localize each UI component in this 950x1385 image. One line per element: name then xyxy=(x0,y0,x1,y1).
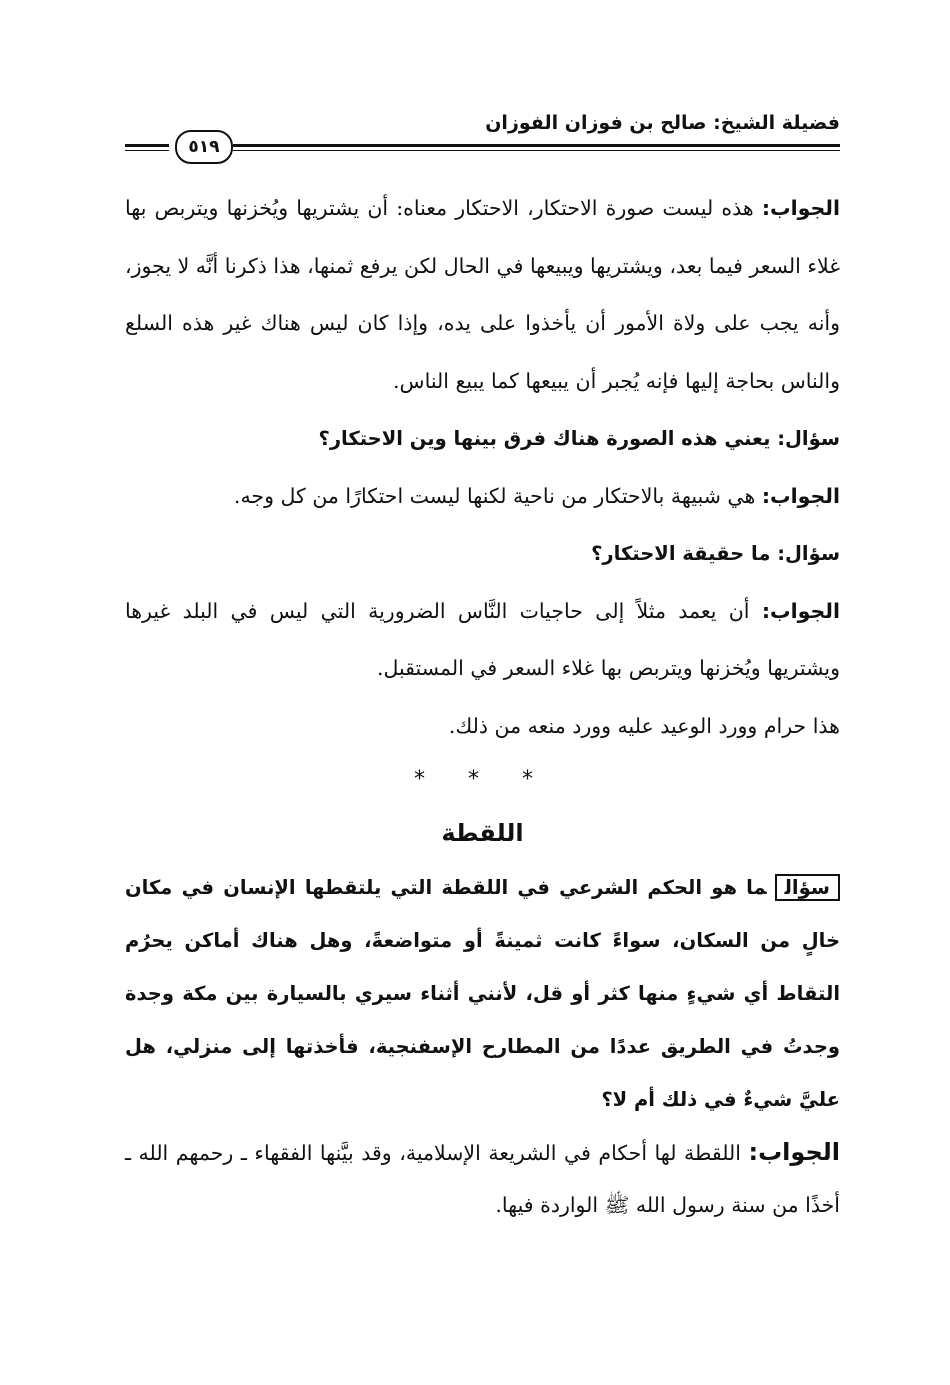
answer-text: هذه ليست صورة الاحتكار، الاحتكار معناه: أن يشتريها ويُخزنها ويتربص بها غلاء السعر فيما بعد، ويشتريها ويبيعها في الحال لكن يرفع ثمنها، هذا ذكرنا أنَّه لا يجوز، وأنه يجب على ولاة الأمور أن يأخذوا على يده، وإذا كان ليس هناك غير هذه السلع والناس بحاجة إليها فإنه يُجبر أن يبيعها كما يبيع الناس. xyxy=(125,196,840,393)
question-label-boxed: سؤال xyxy=(775,874,840,901)
answer-text: هي شبيهة بالاحتكار من ناحية لكنها ليست احتكارًا من كل وجه. xyxy=(233,483,762,508)
book-title: فضيلة الشيخ: صالح بن فوزان الفوزان xyxy=(485,112,840,134)
closing-line: هذا حرام وورد الوعيد عليه وورد منعه من ذلك. xyxy=(448,713,840,738)
answer-text: أن يعمد مثلاً إلى حاجيات النَّاس الضرورية التي ليس في البلد غيرها ويشتريها ويُخزنها ويتربص بها غلاء السعر في المستقبل. xyxy=(125,598,840,680)
page-number: ٥١٩ xyxy=(175,130,233,164)
question-text: ما حقيقة الاحتكار؟ xyxy=(591,542,778,565)
answer-paragraph-4 xyxy=(125,1126,840,1231)
answer-label: الجواب: xyxy=(761,196,840,220)
page-body xyxy=(125,180,840,1231)
header-rule-right xyxy=(233,144,840,151)
question-label: سؤال: xyxy=(777,427,840,450)
running-header xyxy=(125,108,840,160)
question-text: ما هو الحكم الشرعي في اللقطة التي يلتقطها الإنسان في مكان خالٍ من السكان، سواءً كانت ثمينةً أو متواضعةً، وهل هناك أماكن يحرُم التقاط أي شيءٍ منها كثر أو قل، لأنني أثناء سيري بالسيارة بين مكة وجدة وجدتُ في الطريق عددًا من المطارح الإسفنجية، فأخذتها إلى منزلي، هل عليَّ شيءٌ في ذلك أم لا؟ xyxy=(125,876,840,1111)
header-rule-left xyxy=(125,144,169,151)
question-paragraph-2 xyxy=(125,410,840,468)
question-paragraph-3 xyxy=(125,525,840,583)
question-paragraph-4 xyxy=(125,861,840,1126)
answer-label: الجواب: xyxy=(748,1138,840,1166)
answer-paragraph-1 xyxy=(125,180,840,410)
answer-label: الجواب: xyxy=(761,483,840,508)
answer-paragraph-3 xyxy=(125,583,840,698)
answer-paragraph-2 xyxy=(125,468,840,526)
question-text: يعني هذه الصورة هناك فرق بينها وين الاحتكار؟ xyxy=(318,427,778,450)
answer-text: اللقطة لها أحكام في الشريعة الإسلامية، وقد بيَّنها الفقهاء ـ رحمهم الله ـ أخذًا من سنة رسول الله ﷺ الواردة فيها. xyxy=(125,1141,840,1217)
question-label: سؤال: xyxy=(777,542,840,565)
section-separator: * * * xyxy=(414,767,551,792)
answer-label: الجواب: xyxy=(761,598,840,623)
section-title: اللقطة xyxy=(441,819,524,847)
